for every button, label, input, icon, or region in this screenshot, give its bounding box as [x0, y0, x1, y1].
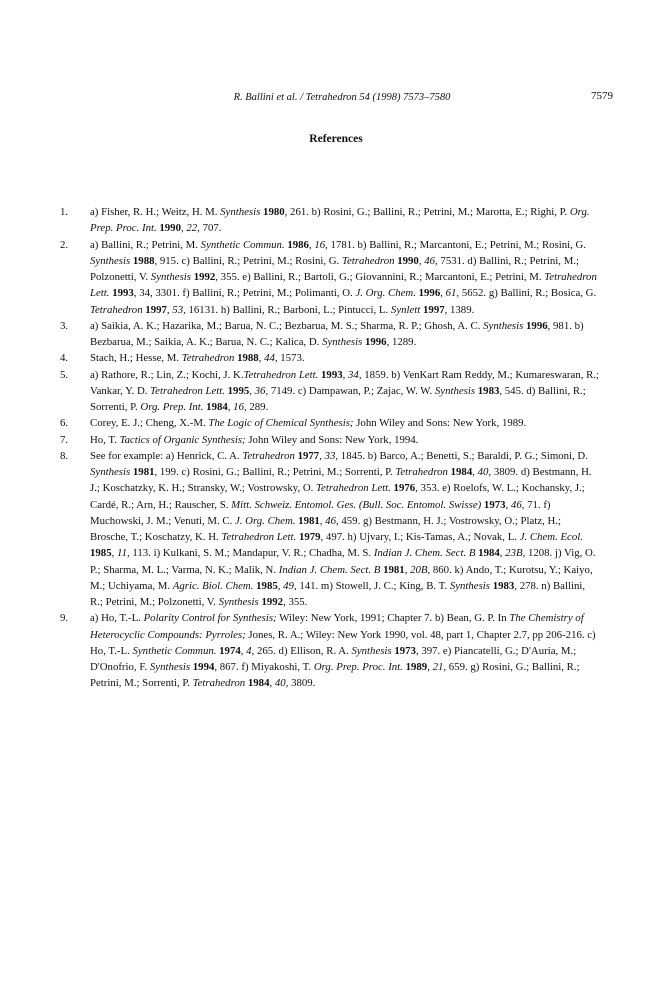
running-head: R. Ballini et al. / Tetrahedron 54 (1998) 7573–7580 [233, 92, 451, 103]
reference-list [0, 204, 672, 692]
reference-number: 9. [60, 612, 69, 625]
reference-number: 4. [60, 352, 69, 365]
reference-item [0, 610, 672, 691]
section-title: References [309, 133, 363, 145]
reference-item [0, 350, 672, 366]
reference-text: See for example: a) Henrick, C. A. Tetrahedron 1977, 33, 1845. b) Barco, A.; Benetti, S.; Baraldi, P. G.; Simoni, D. Synthesis 1981, 199. c) Rosini, G.; Ballini, R.; Petrini, M.; Sorrenti, P. Tetrahedron 1984, 40, 3809. d) Bestmann, H. J.; Koschatzky, K. H.; Stransky, W.; Vostrowsky, O. Tetrahedron Lett. 1976, 353. e) Roelofs, W. L.; Kochansky, J.; Cardé, R.; Arn, H.; Rauscher, S. Mitt. Schweiz. Entomol. Ges. (Bull. Soc. Entomol. Swisse) 1973, 46, 71. f) Muchowski, J. M.; Venuti, M. C. J. Org. Chem. 1981, 46, 459. g) Bestmann, H. J.; Vostrowsky, O.; Platz, H.; Brosche, T.; Koschatzy, K. H. Tetrahedron Lett. 1979, 497. h) Ujvary, I.; Kis-Tamas, A.; Novak, L. J. Chem. Ecol. 1985, 11, 113. i) Kulkani, S. M.; Mandapur, V. R.; Chadha, M. S. Indian J. Chem. Sect. B 1984, 23B, 1208. j) Vig, O. P.; Sharma, M. L.; Varma, N. K.; Malik, N. Indian J. Chem. Sect. B 1981, 20B, 860. k) Ando, T.; Kurotsu, Y.; Kaiyo, M.; Uchiyama, M. Agric. Biol. Chem. 1985, 49, 141. m) Stowell, J. C.; King, B. T. Synthesis 1983, 278. n) Ballini, R.; Petrini, M.; Polzonetti, V. Synthesis 1992, 355. [90, 449, 596, 608]
reference-number: 5. [60, 368, 69, 381]
reference-item [0, 415, 672, 431]
reference-text: a) Rathore, R.; Lin, Z.; Kochi, J. K.Tetrahedron Lett. 1993, 34, 1859. b) VenKart Ram Reddy, M.; Kumareswaran, R.; Vankar, Y. D. Tetrahedron Lett. 1995, 36, 7149. c) Dampawan, P.; Zajac, W. W. Synthesis 1983, 545. d) Ballini, R.; Sorrenti, P. Org. Prep. Int. 1984, 16, 289. [90, 368, 600, 413]
reference-number: 2. [60, 238, 69, 251]
reference-item [0, 448, 672, 611]
reference-number: 6. [60, 417, 69, 430]
reference-item [0, 204, 672, 237]
reference-text: a) Fisher, R. H.; Weitz, H. M. Synthesis 1980, 261. b) Rosini, G.; Ballini, R.; Petrini, M.; Marotta, E.; Righi, P. Org. Prep. Proc. Int. 1990, 22, 707. [90, 206, 590, 235]
reference-number: 1. [60, 206, 69, 218]
reference-item [0, 432, 672, 448]
reference-number: 8. [60, 449, 69, 462]
page-number: 7579 [591, 90, 613, 102]
reference-item [0, 367, 672, 416]
reference-text: Ho, T. Tactics of Organic Synthesis; John Wiley and Sons: New York, 1994. [90, 433, 419, 446]
reference-text: Corey, E. J.; Cheng, X.-M. The Logic of Chemical Synthesis; John Wiley and Sons: New York, 1989. [90, 417, 527, 430]
reference-number: 7. [60, 433, 69, 446]
reference-text: a) Ho, T.-L. Polarity Control for Synthesis; Wiley: New York, 1991; Chapter 7. b) Bean, G. P. In The Chemistry of Heterocyclic Compounds: Pyrroles; Jones, R. A.; Wiley: New York 1990, vol. 48, part 1, Chapter 2.7, pp 206-216. c) Ho, T.-L. Synthetic Commun. 1974, 4, 265. d) Ellison, R. A. Synthesis 1973, 397. e) Piancatelli, G.; D'Auria, M.; D'Onofrio, F. Synthesis 1994, 867. f) Miyakoshi, T. Org. Prep. Proc. Int. 1989, 21, 659. g) Rosini, G.; Ballini, R.; Petrini, M.; Sorrenti, P. Tetrahedron 1984, 40, 3809. [90, 612, 596, 690]
reference-item [0, 237, 672, 318]
reference-text: Stach, H.; Hesse, M. Tetrahedron 1988, 44, 1573. [90, 352, 305, 365]
reference-text: a) Ballini, R.; Petrini, M. Synthetic Commun. 1986, 16, 1781. b) Ballini, R.; Marcantoni, E.; Petrini, M.; Rosini, G. Synthesis 1988, 915. c) Ballini, R.; Petrini, M.; Rosini, G. Tetrahedron 1990, 46, 7531. d) Ballini, R.; Petrini, M.; Polzonetti, V. Synthesis 1992, 355. e) Ballini, R.; Bartoli, G.; Giovannini, R.; Marcantoni, E.; Petrini, M. Tetrahedron Lett. 1993, 34, 3301. f) Ballini, R.; Petrini, M.; Polimanti, O. J. Org. Chem. 1996, 61, 5652. g) Ballini, R.; Bosica, G. Tetrahedron 1997, 53, 16131. h) Ballini, R.; Barboni, L.; Pintucci, L. Synlett 1997, 1389. [90, 238, 597, 316]
reference-text: a) Saikia, A. K.; Hazarika, M.; Barua, N. C.; Bezbarua, M. S.; Sharma, R. P.; Ghosh, A. C. Synthesis 1996, 981. b) Bezbarua, M.; Saikia, A. K.; Barua, N. C.; Kalica, D. Synthesis 1996, 1289. [90, 319, 584, 348]
reference-number: 3. [60, 319, 69, 332]
reference-item [0, 318, 672, 351]
